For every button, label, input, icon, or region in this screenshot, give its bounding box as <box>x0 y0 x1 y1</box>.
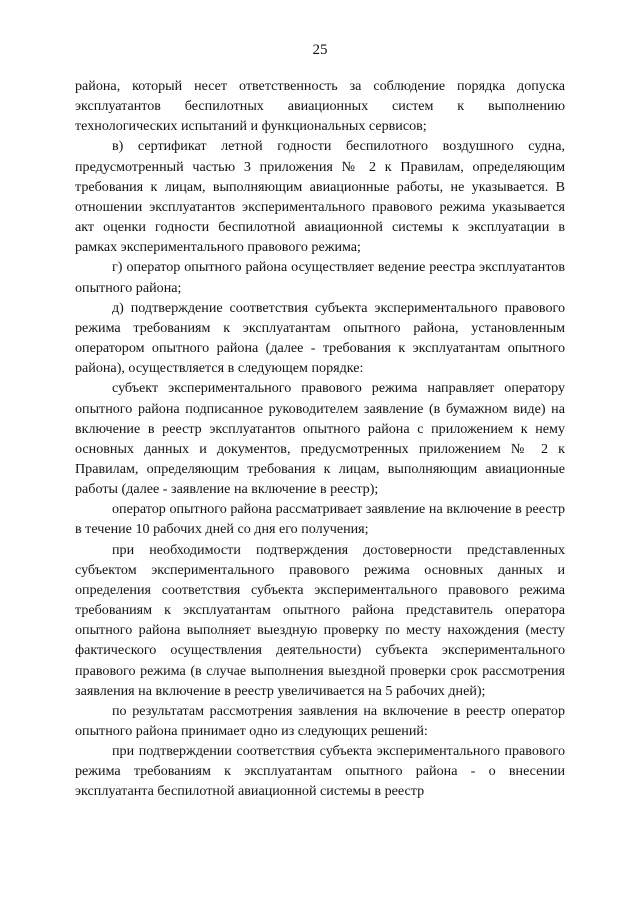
paragraph-application-submission: субъект экспериментального правового режима направляет оператору опытного района подписанное руководителем заявление (в бумажном виде) на включение в реестр эксплуатантов опытного района с приложением к нему основных данных и документов, предусмотренных приложением № 2 к Правилам, определяющим требования к лицам, выполняющим авиационные работы (далее - заявление на включение в реестр); <box>75 380 565 498</box>
paragraph-review-period: оператор опытного района рассматривает заявление на включение в реестр в течение 10 рабочих дней со дня его получения; <box>75 501 565 538</box>
paragraph-continuation: района, который несет ответственность за соблюдение порядка допуска эксплуатантов беспилотных авиационных систем к выполнению технологических испытаний и функциональных сервисов; <box>75 78 565 135</box>
document-body <box>75 76 565 802</box>
paragraph-onsite-inspection: при необходимости подтверждения достоверности представленных субъектом экспериментального правового режима основных данных и определения соответствия субъекта экспериментального правового режима требованиям к эксплуатантам опытного района представитель оператора опытного района выполняет выездную проверку по месту нахождения (месту фактического осуществления деятельности) субъекта экспериментального правового режима (в случае выполнения выездной проверки срок рассмотрения заявления на включение в реестр увеличивается на 5 рабочих дней); <box>75 541 565 699</box>
paragraph-review-decisions: по результатам рассмотрения заявления на включение в реестр оператор опытного района принимает одно из следующих решений: <box>75 702 565 739</box>
paragraph-decision-inclusion: при подтверждении соответствия субъекта экспериментального правового режима требованиям к эксплуатантам опытного района - о внесении эксплуатанта беспилотной авиационной системы в реестр <box>75 743 565 800</box>
paragraph-item-v: в) сертификат летной годности беспилотного воздушного судна, предусмотренный частью 3 приложения № 2 к Правилам, определяющим требования к лицам, выполняющим авиационные работы, не указывается. В отношении эксплуатантов экспериментального правового режима указывается акт оценки годности беспилотной авиационной системы к эксплуатации в рамках экспериментального правового режима; <box>75 138 565 256</box>
page-number: 25 <box>312 42 328 58</box>
paragraph-item-d: д) подтверждение соответствия субъекта экспериментального правового режима требованиям к эксплуатантам опытного района, установленным оператором опытного района (далее - требования к эксплуатантам опытного района), осуществляется в следующем порядке: <box>75 299 565 377</box>
paragraph-item-g: г) оператор опытного района осуществляет ведение реестра эксплуатантов опытного района; <box>75 259 565 296</box>
